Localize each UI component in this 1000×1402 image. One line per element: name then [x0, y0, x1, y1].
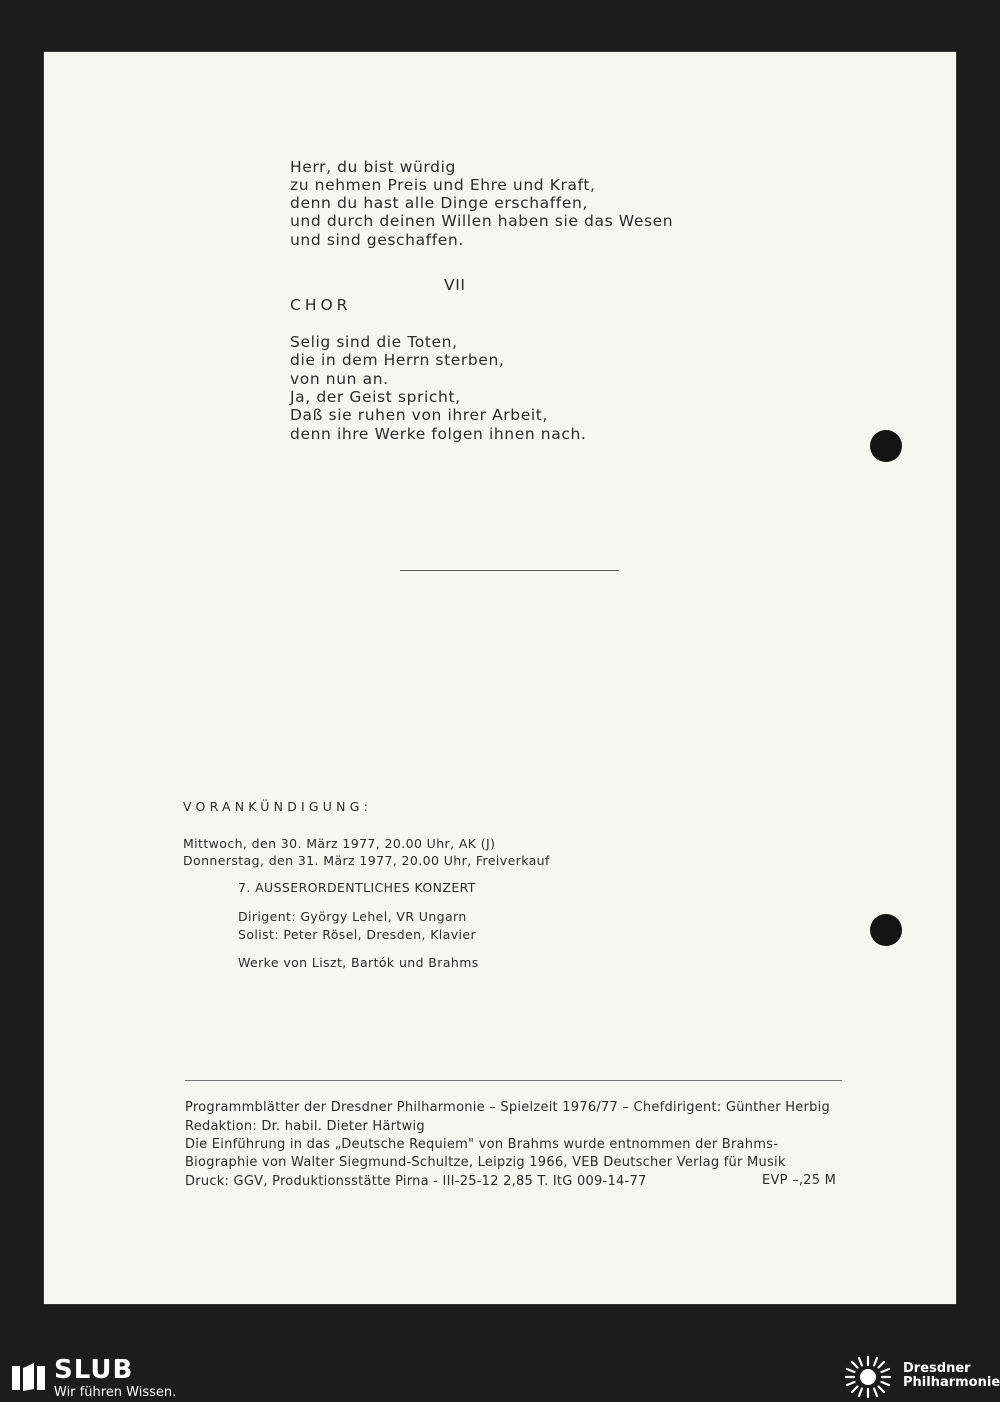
poem2-line-6: denn ihre Werke folgen ihnen nach.	[290, 425, 587, 443]
partner-name-line-1: Dresdner	[903, 1361, 971, 1376]
footer-divider	[185, 1080, 842, 1081]
punch-hole-top	[870, 430, 902, 462]
footer-line-3: Die Einführung in das „Deutsche Requiem" von Brahms wurde entnommen der Brahms-	[185, 1137, 779, 1152]
announcement-conductor: Dirigent: György Lehel, VR Ungarn	[238, 909, 467, 924]
announcement-concert: 7. AUSSERORDENTLICHES KONZERT	[238, 880, 476, 895]
partner-name-line-2: Philharmonie	[903, 1375, 1000, 1390]
footer-line-2: Redaktion: Dr. habil. Dieter Härtwig	[185, 1119, 425, 1134]
poem1-line-3: denn du hast alle Dinge erschaffen,	[290, 194, 588, 212]
announcement-date-1: Mittwoch, den 30. März 1977, 20.00 Uhr, AK (J)	[183, 836, 496, 851]
slub-claim: Wir führen Wissen.	[54, 1385, 177, 1400]
poem1-line-2: zu nehmen Preis und Ehre und Kraft,	[290, 176, 596, 194]
slub-name[interactable]: SLUB	[54, 1355, 134, 1385]
poem1-line-1: Herr, du bist würdig	[290, 158, 456, 176]
center-divider	[400, 570, 619, 571]
footer-line-1: Programmblätter der Dresdner Philharmonie – Spielzeit 1976/77 – Chefdirigent: Günther Herbig	[185, 1100, 830, 1115]
footer-line-5: Druck: GGV, Produktionsstätte Pirna - III-25-12 2,85 T. ItG 009-14-77	[185, 1174, 647, 1189]
announcement-heading: VORANKÜNDIGUNG:	[183, 799, 373, 814]
poem2-line-2: die in dem Herrn sterben,	[290, 351, 505, 369]
poem1-line-4: und durch deinen Willen haben sie das Wesen	[290, 212, 674, 230]
partner-name[interactable]	[903, 1362, 1000, 1390]
poem2-line-5: Daß sie ruhen von ihrer Arbeit,	[290, 406, 548, 424]
bottom-bar	[0, 1352, 1000, 1402]
footer-price: EVP –,25 M	[762, 1173, 837, 1188]
poem1-line-5: und sind geschaffen.	[290, 231, 464, 249]
section-title: CHOR	[290, 296, 352, 314]
poem2-line-1: Selig sind die Toten,	[290, 333, 458, 351]
dresdner-philharmonie-logo-icon[interactable]	[842, 1355, 894, 1399]
poem2-line-3: von nun an.	[290, 370, 389, 388]
announcement-soloist: Solist: Peter Rösel, Dresden, Klavier	[238, 927, 477, 942]
footer-line-4: Biographie von Walter Siegmund-Schultze, Leipzig 1966, VEB Deutscher Verlag für Musik	[185, 1155, 786, 1170]
poem2-line-4: Ja, der Geist spricht,	[290, 388, 461, 406]
section-number: VII	[444, 276, 466, 294]
announcement-date-2: Donnerstag, den 31. März 1977, 20.00 Uhr, Freiverkauf	[183, 853, 550, 868]
slub-logo-icon[interactable]	[12, 1362, 48, 1392]
announcement-works: Werke von Liszt, Bartók und Brahms	[238, 955, 479, 970]
punch-hole-bottom	[870, 914, 902, 946]
